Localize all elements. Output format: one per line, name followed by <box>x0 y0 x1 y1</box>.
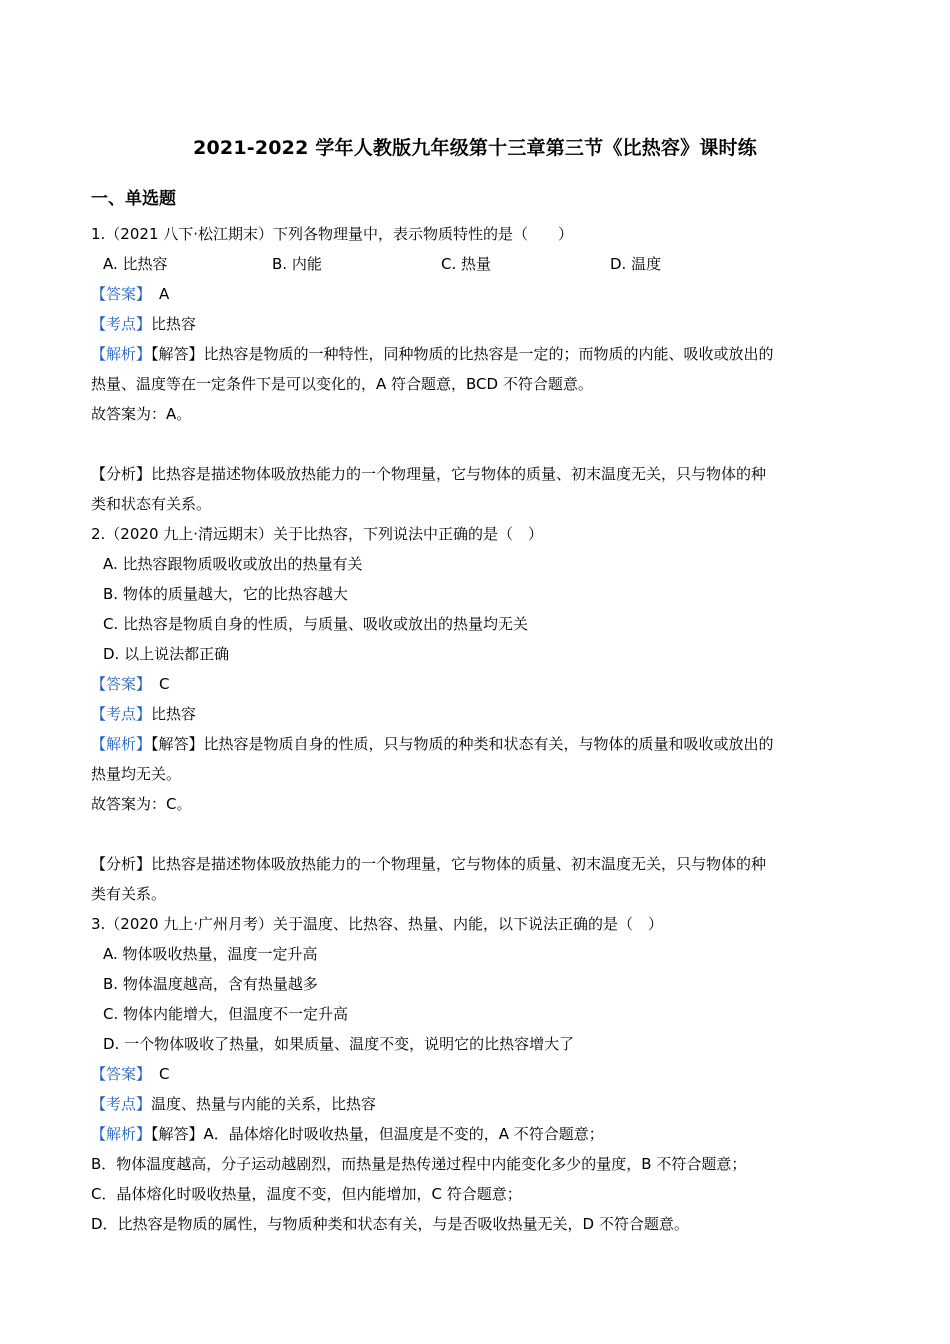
option-c: C. 物体内能增大，但温度不一定升高 <box>103 1005 349 1023</box>
question-3-stem: 3.（2020 九上·广州月考）关于温度、比热容、热量、内能，以下说法正确的是（ ） <box>91 915 664 933</box>
question-3-answer <box>91 1059 863 1089</box>
question-1-conclusion: 故答案为：A。 <box>91 405 192 423</box>
question-2-analysis-line-1 <box>91 729 863 759</box>
analysis-text: 【解答】A．晶体熔化时吸收热量，但温度是不变的，A 不符合题意； <box>151 1125 604 1143</box>
question-2-answer <box>91 669 863 699</box>
question-2-fenxi-line-1: 【分析】比热容是描述物体吸放热能力的一个物理量，它与物体的质量、初末温度无关，只与物体的种 <box>91 855 767 873</box>
spacer <box>91 819 863 849</box>
question-1-fenxi-line-1: 【分析】比热容是描述物体吸放热能力的一个物理量，它与物体的质量、初末温度无关，只与物体的种 <box>91 465 767 483</box>
analysis-tag: 【解析】 <box>91 1125 152 1143</box>
question-2-conclusion: 故答案为：C。 <box>91 795 192 813</box>
question-3-point <box>91 1089 863 1119</box>
analysis-text: 【解答】比热容是物质自身的性质，只与物质的种类和状态有关，与物体的质量和吸收或放出的 <box>151 735 774 753</box>
analysis-text: 【解答】比热容是物质的一种特性，同种物质的比热容是一定的；而物质的内能、吸收或放出的 <box>151 345 774 363</box>
answer-tag: 【答案】 <box>91 675 152 693</box>
question-1-answer <box>91 279 863 309</box>
option-b: B. 内能 <box>272 255 322 273</box>
point-value: 温度、热量与内能的关系，比热容 <box>151 1095 377 1113</box>
question-3-analysis-b: B．物体温度越高，分子运动越剧烈，而热量是热传递过程中内能变化多少的量度，B 不符合题意； <box>91 1155 747 1173</box>
page-title: 2021-2022 学年人教版九年级第十三章第三节《比热容》课时练 <box>193 137 757 159</box>
option-b: B. 物体温度越高，含有热量越多 <box>103 975 318 993</box>
question-2-fenxi-line-2: 类有关系。 <box>91 885 167 903</box>
option-d: D. 以上说法都正确 <box>103 645 230 663</box>
question-list <box>91 219 863 1239</box>
question-1-stem: 1.（2021 八下·松江期末）下列各物理量中，表示物质特性的是（ ） <box>91 225 574 243</box>
option-a: A. 物体吸收热量，温度一定升高 <box>103 945 318 963</box>
point-tag: 【考点】 <box>91 1095 152 1113</box>
analysis-tag: 【解析】 <box>91 735 152 753</box>
question-2-analysis-line-2: 热量均无关。 <box>91 765 182 783</box>
option-a: A. 比热容跟物质吸收或放出的热量有关 <box>103 555 363 573</box>
question-3-analysis-d: D．比热容是物质的属性，与物质种类和状态有关，与是否吸收热量无关，D 不符合题意。 <box>91 1215 689 1233</box>
section-heading: 一、单选题 <box>91 189 176 209</box>
option-a: A. 比热容 <box>103 255 168 273</box>
spacer <box>91 429 863 459</box>
question-1-point <box>91 309 863 339</box>
answer-value: C <box>159 1065 170 1083</box>
answer-value: C <box>159 675 170 693</box>
question-3-analysis-c: C．晶体熔化时吸收热量，温度不变，但内能增加，C 符合题意； <box>91 1185 522 1203</box>
question-1-analysis-line-2: 热量、温度等在一定条件下是可以变化的，A 符合题意，BCD 不符合题意。 <box>91 375 593 393</box>
point-tag: 【考点】 <box>91 315 152 333</box>
option-c: C. 比热容是物质自身的性质，与质量、吸收或放出的热量均无关 <box>103 615 529 633</box>
answer-value: A <box>159 285 170 303</box>
point-value: 比热容 <box>151 705 197 723</box>
option-d: D. 一个物体吸收了热量，如果质量、温度不变，说明它的比热容增大了 <box>103 1035 575 1053</box>
option-c: C. 热量 <box>441 255 492 273</box>
question-2-stem: 2.（2020 九上·清远期末）关于比热容，下列说法中正确的是（ ） <box>91 525 544 543</box>
question-2-point <box>91 699 863 729</box>
point-tag: 【考点】 <box>91 705 152 723</box>
question-1-fenxi-line-2: 类和状态有关系。 <box>91 495 212 513</box>
question-3-analysis-line-1 <box>91 1119 863 1149</box>
answer-tag: 【答案】 <box>91 285 152 303</box>
answer-tag: 【答案】 <box>91 1065 152 1083</box>
question-1-options <box>91 249 863 279</box>
question-1-analysis-line-1 <box>91 339 863 369</box>
option-d: D. 温度 <box>610 255 662 273</box>
option-b: B. 物体的质量越大，它的比热容越大 <box>103 585 348 603</box>
analysis-tag: 【解析】 <box>91 345 152 363</box>
point-value: 比热容 <box>151 315 197 333</box>
